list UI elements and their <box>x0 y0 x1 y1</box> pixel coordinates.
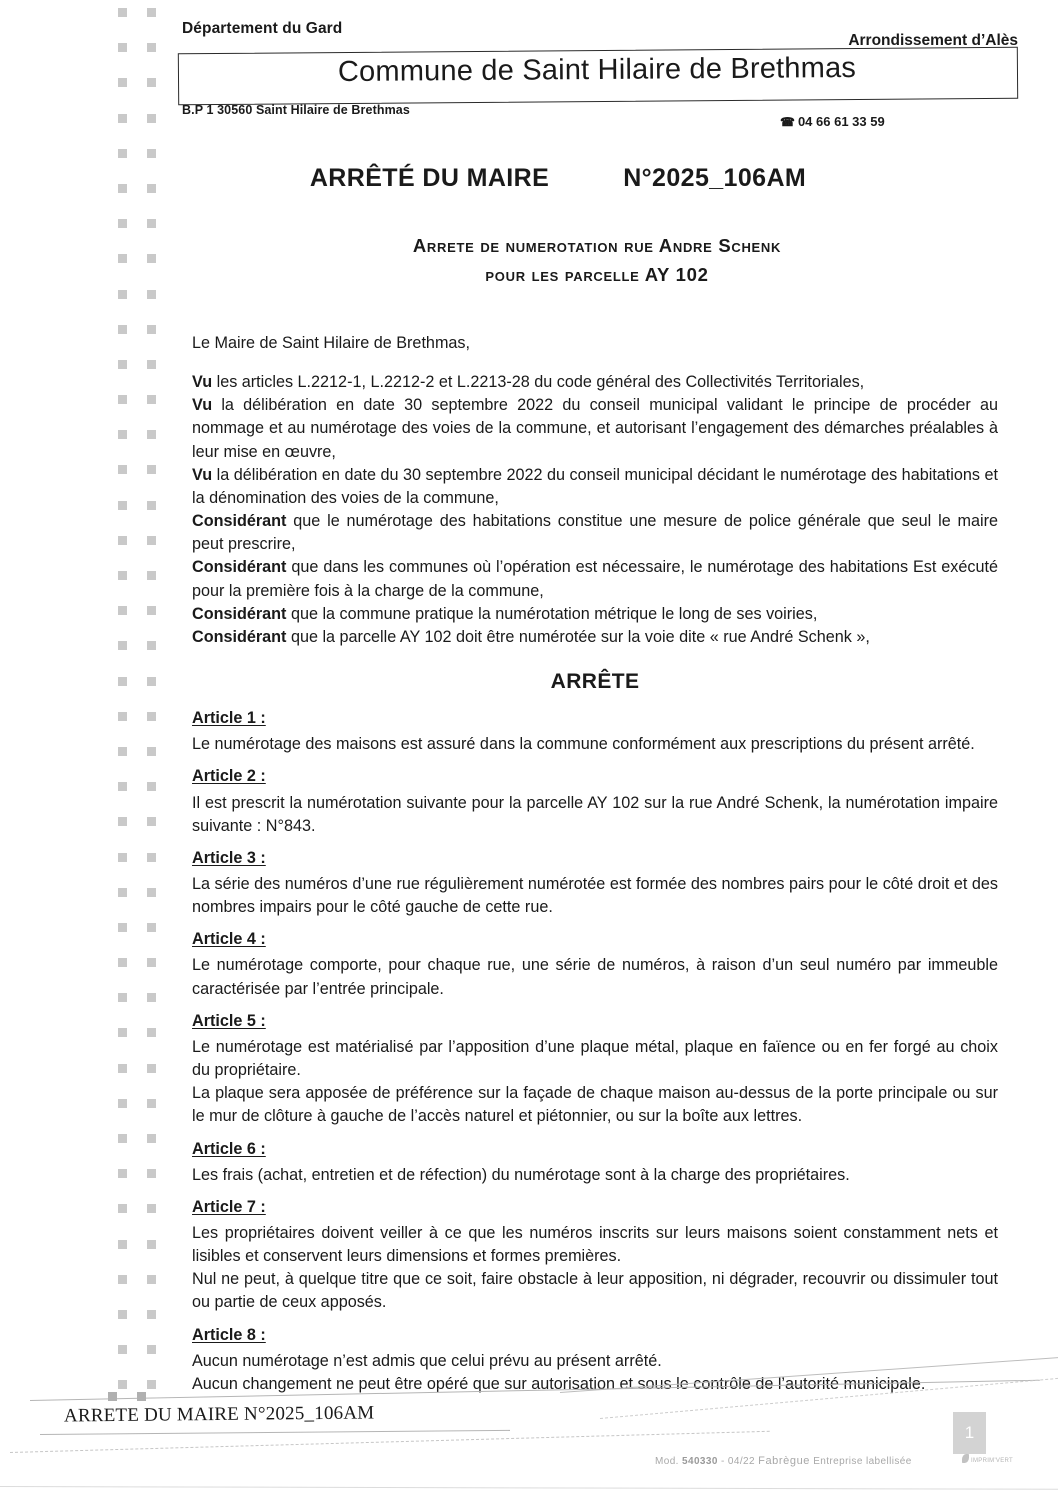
preamble-clause <box>192 394 998 463</box>
printer-brand: Fabrègue <box>758 1455 811 1467</box>
margin-punch-dots <box>118 8 170 1408</box>
margin-dot <box>147 430 156 439</box>
margin-dot <box>147 1169 156 1178</box>
margin-dot <box>118 641 127 650</box>
clause-lead-word: Considérant <box>192 604 287 623</box>
margin-dot <box>147 1134 156 1143</box>
printer-mod-number: 540330 <box>682 1456 718 1467</box>
margin-dot <box>118 8 127 17</box>
clause-lead-word: Considérant <box>192 627 287 646</box>
article-heading: Article 2 : <box>192 767 266 786</box>
margin-dot-row <box>118 78 170 113</box>
margin-dot <box>118 1134 127 1143</box>
margin-dot <box>147 712 156 721</box>
margin-dot-row <box>118 254 170 289</box>
article-paragraph: Les propriétaires doivent veiller à ce que les numéros inscrits sur leurs maisons soient constamment nets et lisibles et conservent leurs dimensions et formes premières. <box>192 1224 998 1266</box>
margin-dot <box>147 993 156 1002</box>
article-paragraph: La série des numéros d’une rue régulièrement numérotée est formée des nombres pairs pour le côté droit et des nombres impairs pour le côté gauche de cette rue. <box>192 874 998 917</box>
margin-dot <box>118 747 127 756</box>
margin-dot-row <box>118 923 170 958</box>
margin-dot-row <box>118 888 170 923</box>
margin-dot <box>147 219 156 228</box>
scan-artifact-line <box>40 1430 510 1435</box>
margin-dot-row <box>118 1028 170 1063</box>
margin-dot <box>147 114 156 123</box>
clause-lead-word: Considérant <box>192 512 287 531</box>
imprim-vert-logo <box>962 1454 1013 1464</box>
margin-dot <box>147 853 156 862</box>
article-paragraph: La plaque sera apposée de préférence sur la façade de chaque maison au-dessus de la porte principale ou sur le mur de clôture à gauche de l’accès naturel et piétonnier, ou sur la boîte aux lettres. <box>192 1084 998 1126</box>
decision-word: ARRÊTE <box>550 670 640 694</box>
printer-mod-label: Mod. <box>655 1456 679 1467</box>
margin-dot-row <box>118 1204 170 1239</box>
margin-dot <box>147 958 156 967</box>
margin-dot <box>118 571 127 580</box>
margin-dot <box>147 360 156 369</box>
article-paragraph: Aucun changement ne peut être opéré que sur autorisation et sous le contrôle de l’autorité municipale. <box>192 1374 926 1393</box>
margin-dot <box>118 1204 127 1213</box>
article-heading: Article 3 : <box>192 848 266 867</box>
margin-dot <box>147 536 156 545</box>
margin-dot <box>147 923 156 932</box>
articles-list <box>192 707 998 1396</box>
article-heading: Article 5 : <box>192 1011 266 1030</box>
document-title <box>178 164 938 193</box>
margin-dot <box>118 712 127 721</box>
margin-dot <box>118 888 127 897</box>
margin-dot-row <box>118 712 170 747</box>
margin-dot <box>118 254 127 263</box>
margin-dot <box>147 8 156 17</box>
margin-dot <box>118 923 127 932</box>
phone-line <box>780 114 885 129</box>
margin-dot-row <box>118 8 170 43</box>
margin-dot <box>118 501 127 510</box>
margin-dot-row <box>118 395 170 430</box>
department-label: Département du Gard <box>182 20 343 37</box>
margin-dot <box>147 606 156 615</box>
margin-dot <box>118 219 127 228</box>
margin-dot <box>118 958 127 967</box>
margin-dot <box>147 747 156 756</box>
postal-address: B.P 1 30560 Saint Hilaire de Brethmas <box>182 103 410 117</box>
margin-dot <box>147 1028 156 1037</box>
preamble-clause <box>192 626 998 649</box>
margin-dot <box>118 1169 127 1178</box>
margin-dot-row <box>118 817 170 852</box>
margin-dot-row <box>118 1240 170 1275</box>
title-main: ARRÊTÉ DU MAIRE <box>309 164 550 192</box>
margin-dot <box>147 184 156 193</box>
margin-dot <box>147 1345 156 1354</box>
margin-dot <box>118 993 127 1002</box>
margin-dot <box>118 782 127 791</box>
article-heading: Article 6 : <box>192 1139 266 1158</box>
margin-dot <box>118 1380 127 1389</box>
margin-dot-row <box>118 1169 170 1204</box>
margin-dot <box>118 465 127 474</box>
clause-text: les articles L.2212-1, L.2212-2 et L.2213-28 du code général des Collectivités Territoriales, <box>212 373 865 392</box>
margin-dot-row <box>118 325 170 360</box>
margin-dot <box>147 1380 156 1389</box>
article-paragraph: Nul ne peut, à quelque titre que ce soit, faire obstacle à leur apposition, ni dégrader, recouvrir ou dissimuler tout ou partie de ceux apposés. <box>192 1270 998 1312</box>
margin-dot <box>118 395 127 404</box>
margin-dot <box>118 43 127 52</box>
imprim-vert-text: IMPRIM'VERT <box>971 1458 1014 1464</box>
preamble-clauses <box>192 371 998 649</box>
preamble-clause <box>192 603 998 626</box>
article-paragraph: Il est prescrit la numérotation suivante pour la parcelle AY 102 sur la rue André Schenk, la numérotation impaire suivante : N°843. <box>192 793 998 835</box>
margin-dot <box>147 782 156 791</box>
margin-dot <box>147 817 156 826</box>
clause-text: que le numérotage des habitations constitue une mesure de police générale que seul le maire peut prescrire, <box>192 512 998 554</box>
preamble-clause <box>192 556 998 602</box>
page-number-badge: 1 <box>953 1412 986 1454</box>
article-paragraph: Les frais (achat, entretien et de réfection) du numérotage sont à la charge des propriétaires. <box>192 1165 850 1184</box>
margin-dot <box>118 1240 127 1249</box>
document-body <box>192 332 998 1396</box>
margin-dot <box>118 536 127 545</box>
margin-dot <box>118 853 127 862</box>
arrondissement-label: Arrondissement d’Alès <box>848 32 1018 49</box>
margin-dot-row <box>118 958 170 993</box>
margin-dot-row <box>118 993 170 1028</box>
margin-dot <box>118 184 127 193</box>
margin-dot <box>147 290 156 299</box>
article-heading: Article 1 : <box>192 709 266 728</box>
subtitle-line-2: pour les parcelle AY 102 <box>485 263 709 285</box>
margin-dot <box>147 465 156 474</box>
margin-dot <box>147 1275 156 1284</box>
margin-dot <box>118 1345 127 1354</box>
margin-dot-row <box>118 641 170 676</box>
margin-dot-row <box>118 465 170 500</box>
margin-dot-row <box>118 290 170 325</box>
margin-dot-row <box>118 1275 170 1310</box>
article-heading: Article 8 : <box>192 1325 266 1344</box>
preamble-clause <box>192 510 998 556</box>
article-heading: Article 7 : <box>192 1197 266 1216</box>
article-paragraph: Aucun numérotage n’est admis que celui prévu au présent arrêté. <box>192 1351 662 1370</box>
clause-lead-word: Considérant <box>192 558 287 577</box>
document-subtitle <box>178 232 1016 289</box>
margin-dot-row <box>118 571 170 606</box>
margin-dot-row <box>118 184 170 219</box>
margin-dot <box>118 1028 127 1037</box>
footer-reference: ARRETE DU MAIRE N°2025_106AM <box>63 1402 375 1427</box>
margin-dot-row <box>118 782 170 817</box>
scan-artifact-line <box>0 1486 1058 1490</box>
margin-dot <box>118 290 127 299</box>
preamble-opening: Le Maire de Saint Hilaire de Brethmas, <box>192 334 471 352</box>
margin-dot <box>118 78 127 87</box>
margin-dot <box>118 606 127 615</box>
article-paragraph: Le numérotage des maisons est assuré dans la commune conformément aux prescriptions du présent arrêté. <box>192 735 975 754</box>
margin-dot <box>147 677 156 686</box>
margin-dot <box>118 114 127 123</box>
leaf-icon <box>962 1454 969 1463</box>
margin-dot <box>147 501 156 510</box>
article-paragraph: Le numérotage est matérialisé par l’apposition d’une plaque métal, plaque en faïence ou en fer forgé au choix du propriétaire. <box>192 1037 998 1080</box>
printer-date: - 04/22 <box>721 1456 755 1467</box>
margin-dot <box>118 360 127 369</box>
margin-dot <box>147 1240 156 1249</box>
article-paragraph: Le numérotage comporte, pour chaque rue, une série de numéros, à raison d’un seul numéro par immeuble caractérisée par l’entrée principale. <box>192 956 998 998</box>
article-heading: Article 4 : <box>192 930 266 949</box>
margin-dot <box>147 78 156 87</box>
scan-artifact-dots <box>108 1392 154 1401</box>
margin-dot <box>147 43 156 52</box>
margin-dot-row <box>118 606 170 641</box>
margin-dot-row <box>118 677 170 712</box>
margin-dot-row <box>118 1064 170 1099</box>
margin-dot-row <box>118 536 170 571</box>
margin-dot-row <box>118 43 170 78</box>
clause-text: la délibération en date 30 septembre 2022 du conseil municipal validant le principe de procéder au nommage et au numérotage des voies de la commune, et autorisant l’engagement des démarches préalables à leur mise en œuvre, <box>192 396 998 461</box>
clause-text: que dans les communes où l’opération est nécessaire, le numérotage des habitations Est exécuté pour la première fois à la charge de la commune, <box>192 558 998 600</box>
margin-dot <box>147 395 156 404</box>
margin-dot <box>118 430 127 439</box>
margin-dot <box>118 817 127 826</box>
margin-dot <box>118 1275 127 1284</box>
margin-dot-row <box>118 1310 170 1345</box>
margin-dot <box>147 1064 156 1073</box>
telephone-icon: ☎ <box>780 115 795 129</box>
margin-dot <box>118 149 127 158</box>
clause-text: que la parcelle AY 102 doit être numérotée sur la voie dite « rue André Schenk », <box>286 627 870 646</box>
margin-dot <box>118 677 127 686</box>
margin-dot <box>147 325 156 334</box>
margin-dot <box>118 1099 127 1108</box>
title-number: N°2025_106AM <box>623 164 807 192</box>
commune-title: Commune de Saint Hilaire de Brethmas <box>337 51 857 89</box>
margin-dot <box>118 1064 127 1073</box>
clause-lead-word: Vu <box>192 465 213 484</box>
margin-dot <box>147 1099 156 1108</box>
clause-lead-word: Vu <box>192 396 213 415</box>
margin-dot-row <box>118 149 170 184</box>
clause-lead-word: Vu <box>192 373 213 392</box>
margin-dot-row <box>118 1099 170 1134</box>
margin-dot-row <box>118 114 170 149</box>
phone-number: 04 66 61 33 59 <box>797 114 885 129</box>
preamble-clause <box>192 464 998 510</box>
printer-credit <box>655 1455 912 1467</box>
margin-dot <box>147 641 156 650</box>
margin-dot <box>147 254 156 263</box>
margin-dot <box>147 571 156 580</box>
margin-dot <box>147 888 156 897</box>
margin-dot <box>147 149 156 158</box>
margin-dot-row <box>118 501 170 536</box>
margin-dot-row <box>118 747 170 782</box>
clause-text: la délibération en date du 30 septembre 2022 du conseil municipal décidant le numérotage des habitations et la dénomination des voies de la commune, <box>192 465 998 507</box>
subtitle-line-1: Arrete de numerotation rue Andre Schenk <box>412 235 782 256</box>
margin-dot <box>147 1310 156 1319</box>
margin-dot-row <box>118 219 170 254</box>
margin-dot <box>118 1310 127 1319</box>
margin-dot-row <box>118 853 170 888</box>
preamble-clause <box>192 371 998 394</box>
margin-dot <box>147 1204 156 1213</box>
margin-dot-row <box>118 430 170 465</box>
margin-dot <box>118 325 127 334</box>
margin-dot-row <box>118 1134 170 1169</box>
margin-dot-row <box>118 1345 170 1380</box>
printer-label: Entreprise labellisée <box>813 1456 912 1467</box>
margin-dot-row <box>118 360 170 395</box>
clause-text: que la commune pratique la numérotation métrique le long de ses voiries, <box>286 604 818 623</box>
